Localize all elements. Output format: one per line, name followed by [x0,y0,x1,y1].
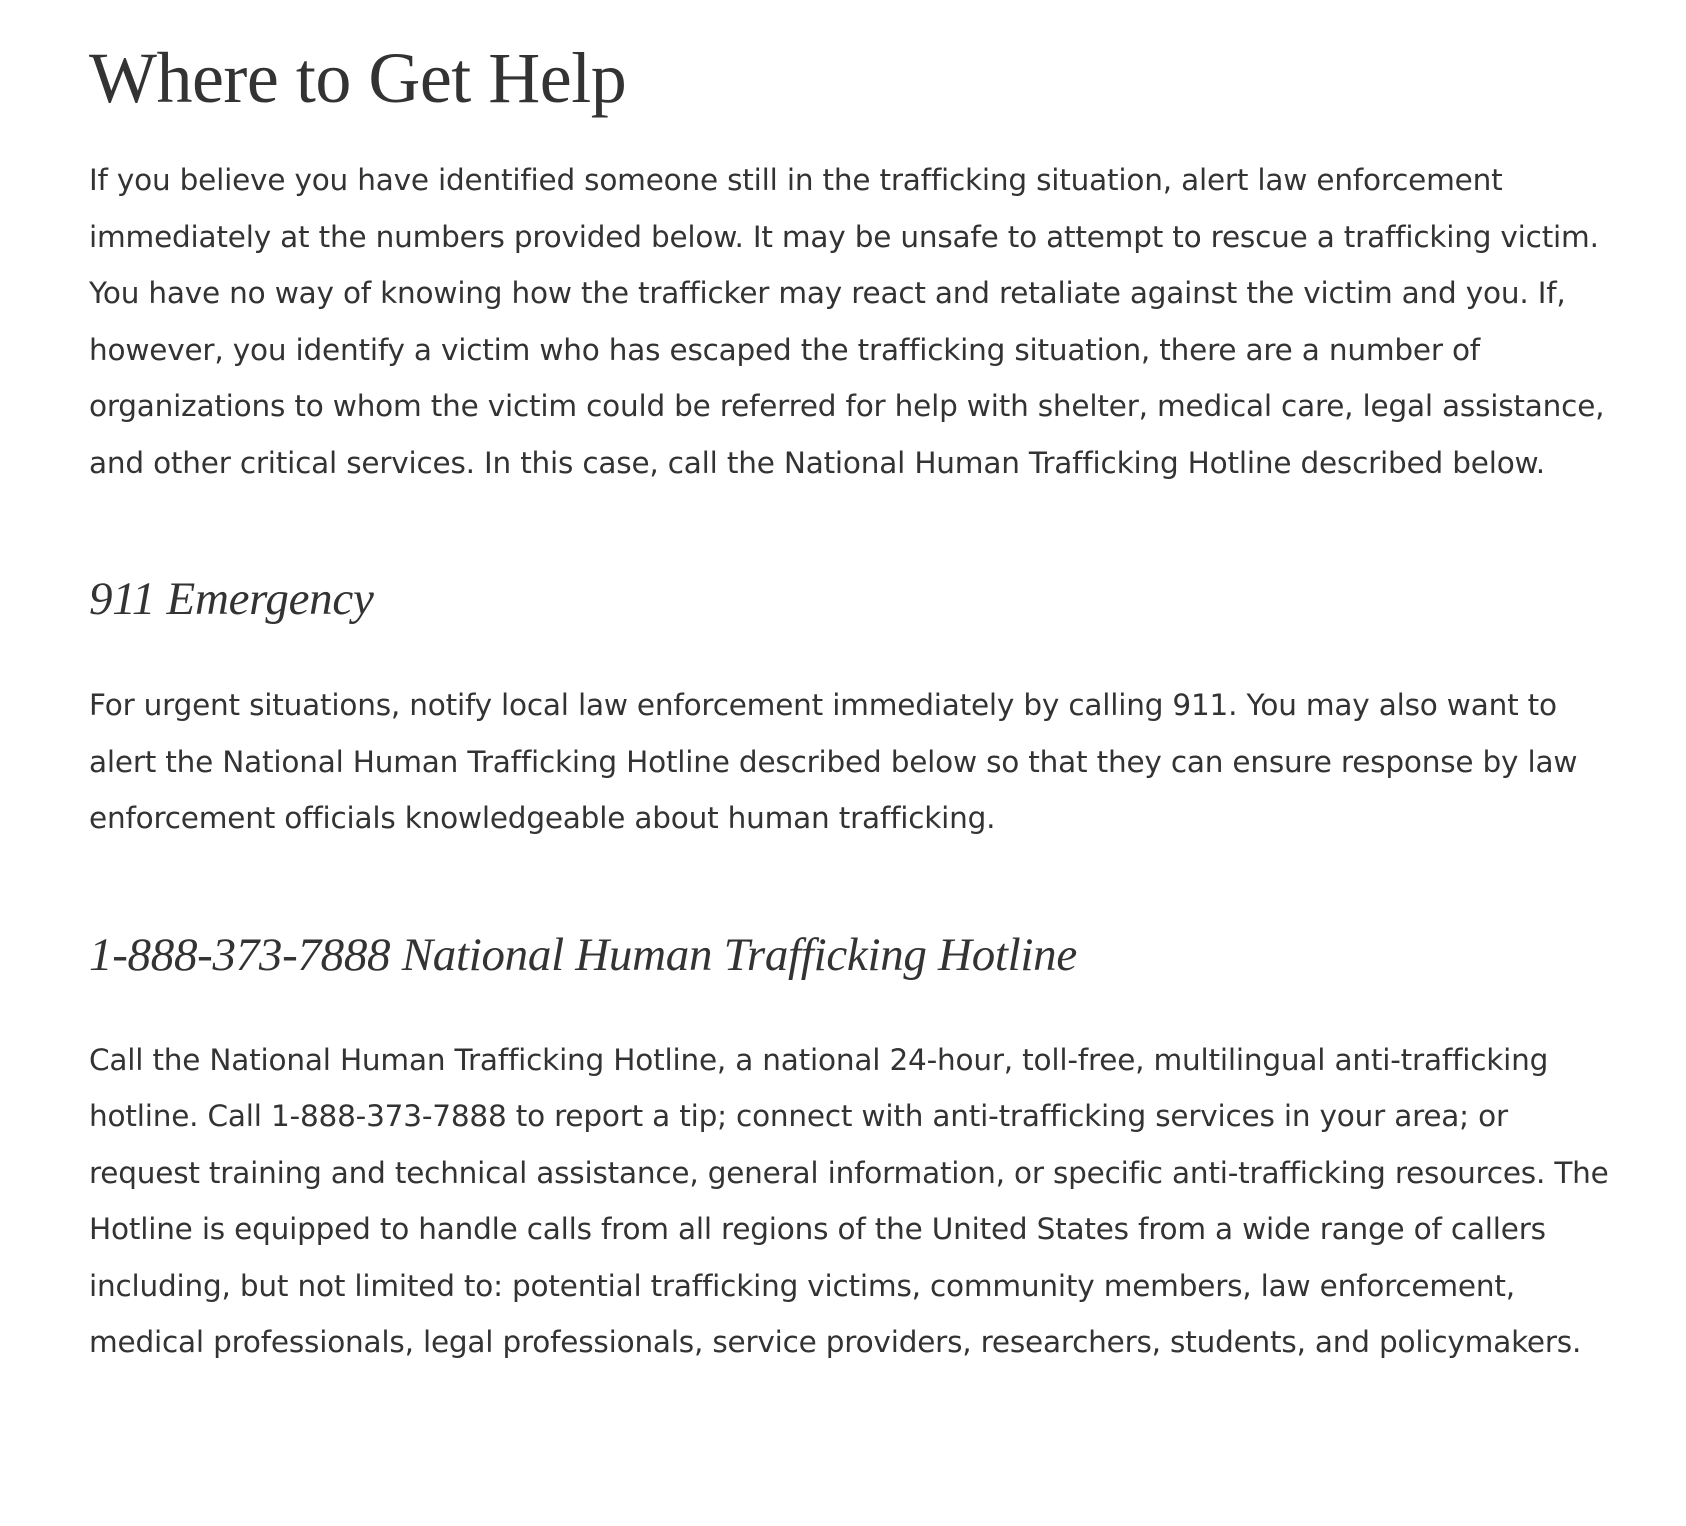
emergency-paragraph: For urgent situations, notify local law enforcement immediately by calling 911. You may also want to alert the National Human Trafficking Hotline described below so that they can ensure response by law enforcement officials knowledgeable about human trafficking. [89,688,1578,835]
intro-paragraph: If you believe you have identified someone still in the trafficking situation, alert law enforcement immediately at the numbers provided below. It may be unsafe to attempt to rescue a trafficking victim. You have no way of knowing how the trafficker may react and retaliate against the victim and you. If, however, you identify a victim who has escaped the trafficking situation, there are a number of organizations to whom the victim could be referred for help with shelter, medical care, legal assistance, and other critical services. In this case, call the National Human Trafficking Hotline described below. [89,163,1605,480]
hotline-heading: 1-888-373-7888 National Human Trafficking Hotline [89,928,1077,981]
article-content [89,0,1609,1371]
page-title: Where to Get Help [89,38,627,118]
emergency-heading: 911 Emergency [89,573,374,625]
hotline-paragraph: Call the National Human Trafficking Hotline, a national 24-hour, toll-free, multilingual anti-trafficking hotline. Call 1-888-373-7888 to report a tip; connect with anti-trafficking services in your area; or request training and technical assistance, general information, or specific anti-trafficking resources. The Hotline is equipped to handle calls from all regions of the United States from a wide range of callers including, but not limited to: potential trafficking victims, community members, law enforcement, medical professionals, legal professionals, service providers, researchers, students, and policymakers. [89,1042,1609,1359]
